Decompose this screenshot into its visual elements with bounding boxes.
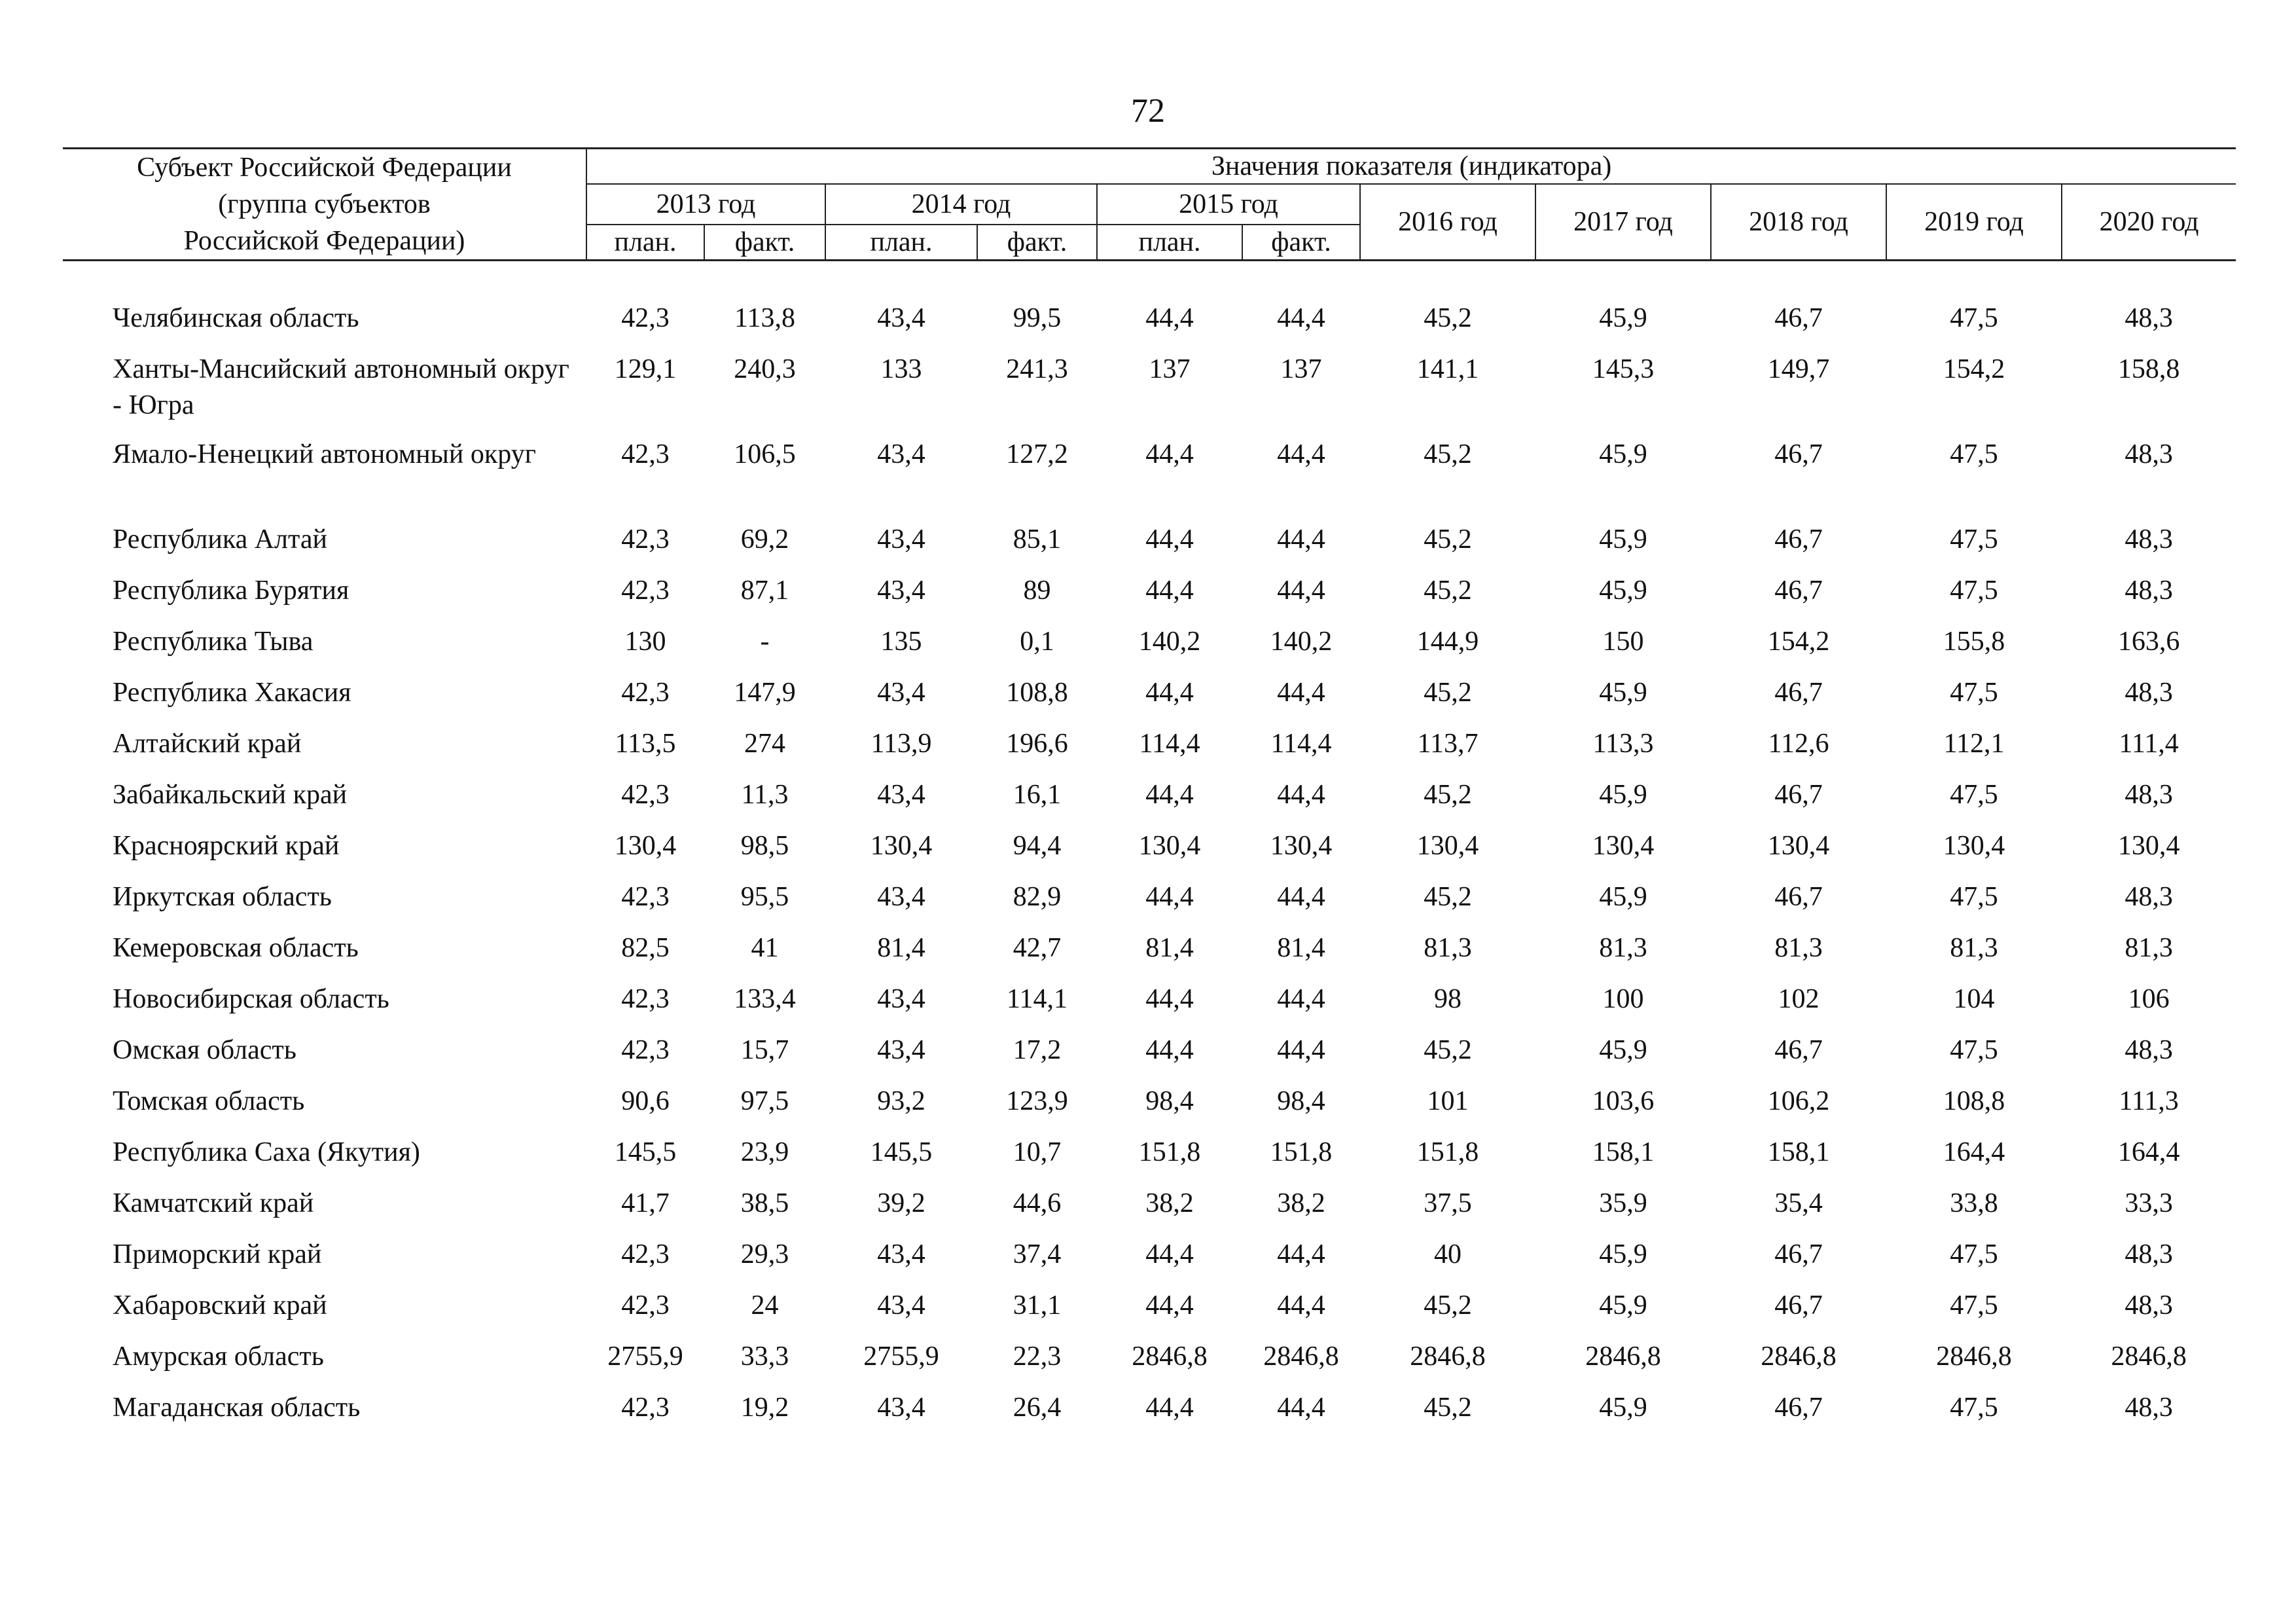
value-cell: 44,6 <box>1013 1188 1062 1218</box>
value-cell: 150 <box>1602 627 1644 657</box>
region-name-cell: Камчатский край <box>113 1188 314 1218</box>
value-cell: 45,9 <box>1599 524 1647 555</box>
value-cell: 45,9 <box>1599 882 1647 912</box>
value-cell: 44,4 <box>1145 882 1194 912</box>
value-cell: 46,7 <box>1774 780 1823 810</box>
table-row <box>63 828 2236 879</box>
value-cell: 44,4 <box>1145 780 1194 810</box>
value-cell: 130,4 <box>1592 831 1655 861</box>
value-cell: 145,5 <box>614 1137 677 1167</box>
value-cell: 46,7 <box>1774 678 1823 708</box>
table-body <box>63 261 2236 1442</box>
value-cell: 82,5 <box>621 933 670 963</box>
value-cell: 133 <box>880 354 922 384</box>
value-cell: 135 <box>880 627 922 657</box>
value-cell: 31,1 <box>1013 1290 1062 1321</box>
table-row <box>63 1339 2236 1390</box>
value-cell: 44,4 <box>1145 439 1194 469</box>
value-cell: 42,3 <box>621 1239 670 1269</box>
value-cell: 47,5 <box>1950 575 1998 606</box>
value-cell: 47,5 <box>1950 678 1998 708</box>
value-cell: 155,8 <box>1943 627 2005 657</box>
value-cell: 48,3 <box>2125 882 2173 912</box>
value-cell: 2846,8 <box>1263 1341 1339 1372</box>
region-name-cell: Томская область <box>113 1086 305 1116</box>
value-cell: 144,9 <box>1416 627 1479 657</box>
value-cell: 81,3 <box>1599 933 1647 963</box>
value-cell: 44,4 <box>1277 439 1325 469</box>
value-cell: 113,5 <box>615 729 676 759</box>
value-cell: 90,6 <box>621 1086 670 1116</box>
year-header-2013: 2013 год <box>586 184 825 225</box>
value-cell: 147,9 <box>734 678 796 708</box>
value-cell: 45,9 <box>1599 1239 1647 1269</box>
value-cell: 45,9 <box>1599 439 1647 469</box>
value-cell: 45,9 <box>1599 303 1647 333</box>
value-cell: 47,5 <box>1950 1239 1998 1269</box>
value-cell: 44,4 <box>1277 575 1325 606</box>
value-cell: 44,4 <box>1145 1035 1194 1065</box>
region-name-cell: Республика Хакасия <box>113 678 351 708</box>
value-cell: 2755,9 <box>863 1341 939 1372</box>
value-cell: - <box>760 627 770 657</box>
value-cell: 112,6 <box>1768 729 1829 759</box>
value-cell: 40 <box>1434 1239 1462 1269</box>
value-cell: 42,3 <box>621 575 670 606</box>
value-cell: 145,3 <box>1592 354 1655 384</box>
value-cell: 46,7 <box>1774 1239 1823 1269</box>
value-cell: 158,1 <box>1592 1137 1655 1167</box>
value-cell: 10,7 <box>1013 1137 1062 1167</box>
value-cell: 114,4 <box>1270 729 1332 759</box>
region-name-cell: Приморский край <box>113 1239 322 1269</box>
value-cell: 108,8 <box>1943 1086 2005 1116</box>
value-cell: 24 <box>751 1290 779 1321</box>
value-cell: 140,2 <box>1138 627 1201 657</box>
value-cell: 154,2 <box>1767 627 1830 657</box>
value-cell: 82,9 <box>1013 882 1062 912</box>
value-cell: 42,3 <box>621 882 670 912</box>
value-cell: 35,4 <box>1774 1188 1823 1218</box>
table-row <box>63 1135 2236 1186</box>
value-cell: 47,5 <box>1950 780 1998 810</box>
value-cell: 43,4 <box>877 984 925 1014</box>
value-cell: 81,4 <box>1277 933 1325 963</box>
table-row <box>63 1032 2236 1084</box>
region-name-cell: Ханты-Мансийский автономный округ - Югра <box>113 354 569 420</box>
table-row <box>63 777 2236 828</box>
region-name-cell: Забайкальский край <box>113 780 348 810</box>
value-cell: 114,1 <box>1007 984 1067 1014</box>
value-cell: 196,6 <box>1006 729 1068 759</box>
value-cell: 44,4 <box>1277 678 1325 708</box>
value-cell: 29,3 <box>740 1239 789 1269</box>
value-cell: 42,7 <box>1013 933 1062 963</box>
value-cell: 42,3 <box>621 524 670 555</box>
value-cell: 104 <box>1953 984 1995 1014</box>
value-cell: 130,4 <box>870 831 933 861</box>
subject-column-header <box>63 149 586 261</box>
value-cell: 44,4 <box>1277 780 1325 810</box>
value-cell: 137 <box>1280 354 1322 384</box>
value-cell: 158,1 <box>1767 1137 1830 1167</box>
subject-header-line-3: Российской Федерации) <box>183 226 465 256</box>
year-header-2017: 2017 год <box>1535 184 1711 261</box>
value-cell: 42,3 <box>621 984 670 1014</box>
value-cell: 42,3 <box>621 439 670 469</box>
value-cell: 46,7 <box>1774 1035 1823 1065</box>
fact-header-2014: факт. <box>977 225 1097 261</box>
value-cell: 130,4 <box>614 831 677 861</box>
value-cell: 47,5 <box>1950 439 1998 469</box>
value-cell: 97,5 <box>740 1086 789 1116</box>
year-header-2014: 2014 год <box>825 184 1097 225</box>
value-cell: 42,3 <box>621 780 670 810</box>
region-name-cell: Новосибирская область <box>113 984 389 1014</box>
value-cell: 43,4 <box>877 1035 925 1065</box>
value-cell: 15,7 <box>740 1035 789 1065</box>
value-cell: 164,4 <box>1943 1137 2005 1167</box>
value-cell: 137 <box>1149 354 1191 384</box>
table-row <box>63 1084 2236 1135</box>
value-cell: 45,9 <box>1599 575 1647 606</box>
value-cell: 42,3 <box>621 1035 670 1065</box>
value-cell: 123,9 <box>1006 1086 1068 1116</box>
value-cell: 106,5 <box>734 439 796 469</box>
value-cell: 48,3 <box>2125 1393 2173 1423</box>
table-row <box>63 930 2236 981</box>
subject-header-line-2: (группа субъектов <box>218 189 431 219</box>
value-cell: 48,3 <box>2125 303 2173 333</box>
plan-header-2013: план. <box>586 225 704 261</box>
plan-header-2015: план. <box>1097 225 1242 261</box>
value-cell: 33,3 <box>2125 1188 2173 1218</box>
value-cell: 22,3 <box>1013 1341 1062 1372</box>
region-name-cell: Челябинская область <box>113 303 359 333</box>
value-cell: 81,3 <box>1424 933 1472 963</box>
value-cell: 151,8 <box>1416 1137 1479 1167</box>
value-cell: 130 <box>624 627 666 657</box>
value-cell: 2846,8 <box>1585 1341 1661 1372</box>
value-cell: 47,5 <box>1950 1393 1998 1423</box>
value-cell: 43,4 <box>877 882 925 912</box>
value-cell: 46,7 <box>1774 303 1823 333</box>
region-name-cell: Республика Саха (Якутия) <box>113 1137 420 1167</box>
value-cell: 45,9 <box>1599 780 1647 810</box>
table-row <box>63 522 2236 573</box>
value-cell: 106,2 <box>1767 1086 1830 1116</box>
value-cell: 113,7 <box>1417 729 1479 759</box>
value-cell: 26,4 <box>1013 1393 1062 1423</box>
value-cell: 46,7 <box>1774 575 1823 606</box>
value-cell: 81,3 <box>2125 933 2173 963</box>
value-cell: 35,9 <box>1599 1188 1647 1218</box>
value-cell: 45,2 <box>1424 678 1472 708</box>
region-name-cell: Амурская область <box>113 1341 324 1372</box>
value-cell: 98 <box>1434 984 1462 1014</box>
table-row <box>63 1186 2236 1237</box>
value-cell: 113,9 <box>870 729 932 759</box>
table-row <box>63 1237 2236 1288</box>
value-cell: 44,4 <box>1145 1290 1194 1321</box>
value-cell: 99,5 <box>1013 303 1062 333</box>
value-cell: 38,2 <box>1145 1188 1194 1218</box>
region-name-cell: Красноярский край <box>113 831 340 861</box>
value-cell: 44,4 <box>1277 1393 1325 1423</box>
value-cell: 43,4 <box>877 1290 925 1321</box>
value-cell: 45,2 <box>1424 439 1472 469</box>
value-cell: 2846,8 <box>1761 1341 1837 1372</box>
year-header-2015: 2015 год <box>1097 184 1360 225</box>
table-row <box>63 437 2236 522</box>
year-header-2016: 2016 год <box>1360 184 1535 261</box>
value-cell: 81,3 <box>1774 933 1823 963</box>
value-cell: 42,3 <box>621 1290 670 1321</box>
value-cell: 48,3 <box>2125 524 2173 555</box>
value-cell: 47,5 <box>1950 1035 1998 1065</box>
value-cell: 45,2 <box>1424 882 1472 912</box>
value-cell: 46,7 <box>1774 439 1823 469</box>
subject-header-line-1: Субъект Российской Федерации <box>137 153 512 183</box>
value-cell: 43,4 <box>877 1239 925 1269</box>
table-row <box>63 879 2236 930</box>
value-cell: 44,4 <box>1277 1239 1325 1269</box>
value-cell: 274 <box>744 729 785 759</box>
value-cell: 163,6 <box>2117 627 2180 657</box>
value-cell: 48,3 <box>2125 780 2173 810</box>
value-cell: 38,5 <box>740 1188 789 1218</box>
region-name-cell: Республика Алтай <box>113 524 328 555</box>
value-cell: 16,1 <box>1013 780 1062 810</box>
value-cell: 45,2 <box>1424 1290 1472 1321</box>
value-cell: 240,3 <box>734 354 796 384</box>
value-cell: 41 <box>751 933 779 963</box>
value-cell: 2755,9 <box>607 1341 683 1372</box>
value-cell: 17,2 <box>1013 1035 1062 1065</box>
indicator-header: Значения показателя (индикатора) <box>586 149 2236 185</box>
table-row <box>63 573 2236 624</box>
fact-header-2013: факт. <box>704 225 825 261</box>
value-cell: 106 <box>2128 984 2170 1014</box>
value-cell: 130,4 <box>1943 831 2005 861</box>
value-cell: 2846,8 <box>2111 1341 2187 1372</box>
value-cell: 43,4 <box>877 1393 925 1423</box>
value-cell: 112,1 <box>1943 729 2005 759</box>
value-cell: 141,1 <box>1416 354 1479 384</box>
value-cell: 101 <box>1427 1086 1469 1116</box>
value-cell: 48,3 <box>2125 678 2173 708</box>
value-cell: 145,5 <box>870 1137 933 1167</box>
region-name-cell: Кемеровская область <box>113 933 359 963</box>
value-cell: 81,4 <box>877 933 925 963</box>
table-row <box>63 261 2236 352</box>
value-cell: 151,8 <box>1270 1137 1333 1167</box>
value-cell: 111,3 <box>2119 1086 2179 1116</box>
value-cell: 94,4 <box>1013 831 1062 861</box>
value-cell: 98,5 <box>740 831 789 861</box>
table-row <box>63 675 2236 726</box>
value-cell: 108,8 <box>1006 678 1068 708</box>
table-row <box>63 1390 2236 1441</box>
value-cell: 140,2 <box>1270 627 1333 657</box>
value-cell: 87,1 <box>740 575 789 606</box>
value-cell: 130,4 <box>1138 831 1201 861</box>
table-row <box>63 624 2236 675</box>
value-cell: 130,4 <box>2117 831 2180 861</box>
value-cell: 113,3 <box>1592 729 1654 759</box>
value-cell: 45,2 <box>1424 780 1472 810</box>
value-cell: 46,7 <box>1774 882 1823 912</box>
value-cell: 48,3 <box>2125 1035 2173 1065</box>
value-cell: 89 <box>1023 575 1051 606</box>
value-cell: 47,5 <box>1950 524 1998 555</box>
value-cell: 158,8 <box>2117 354 2180 384</box>
value-cell: 45,2 <box>1424 303 1472 333</box>
value-cell: 129,1 <box>614 354 677 384</box>
value-cell: 46,7 <box>1774 1393 1823 1423</box>
region-name-cell: Алтайский край <box>113 729 302 759</box>
value-cell: 44,4 <box>1145 575 1194 606</box>
value-cell: 43,4 <box>877 524 925 555</box>
value-cell: 0,1 <box>1020 627 1054 657</box>
value-cell: 45,9 <box>1599 1035 1647 1065</box>
value-cell: 39,2 <box>877 1188 925 1218</box>
value-cell: 44,4 <box>1277 984 1325 1014</box>
value-cell: 149,7 <box>1767 354 1830 384</box>
table-row <box>63 1288 2236 1339</box>
plan-header-2014: план. <box>825 225 977 261</box>
value-cell: 45,9 <box>1599 678 1647 708</box>
value-cell: 114,4 <box>1139 729 1200 759</box>
value-cell: 46,7 <box>1774 524 1823 555</box>
value-cell: 103,6 <box>1592 1086 1655 1116</box>
value-cell: 45,2 <box>1424 1035 1472 1065</box>
year-header-2019: 2019 год <box>1886 184 2062 261</box>
value-cell: 43,4 <box>877 303 925 333</box>
value-cell: 81,4 <box>1145 933 1194 963</box>
value-cell: 44,4 <box>1277 1035 1325 1065</box>
value-cell: 45,2 <box>1424 1393 1472 1423</box>
table-row <box>63 352 2236 437</box>
value-cell: 44,4 <box>1277 1290 1325 1321</box>
value-cell: 241,3 <box>1006 354 1068 384</box>
value-cell: 69,2 <box>740 524 789 555</box>
page-number: 72 <box>1131 92 1165 130</box>
value-cell: 44,4 <box>1145 678 1194 708</box>
value-cell: 48,3 <box>2125 439 2173 469</box>
table-row <box>63 726 2236 777</box>
value-cell: 95,5 <box>740 882 789 912</box>
value-cell: 47,5 <box>1950 882 1998 912</box>
value-cell: 48,3 <box>2125 575 2173 606</box>
value-cell: 37,5 <box>1424 1188 1472 1218</box>
value-cell: 33,8 <box>1950 1188 1998 1218</box>
value-cell: 151,8 <box>1138 1137 1201 1167</box>
value-cell: 130,4 <box>1270 831 1333 861</box>
value-cell: 98,4 <box>1145 1086 1194 1116</box>
value-cell: 48,3 <box>2125 1239 2173 1269</box>
value-cell: 93,2 <box>877 1086 925 1116</box>
value-cell: 33,3 <box>740 1341 789 1372</box>
value-cell: 102 <box>1778 984 1820 1014</box>
value-cell: 2846,8 <box>1132 1341 1208 1372</box>
region-name-cell: Республика Бурятия <box>113 575 350 606</box>
year-header-2018: 2018 год <box>1711 184 1886 261</box>
value-cell: 38,2 <box>1277 1188 1325 1218</box>
value-cell: 45,9 <box>1599 1290 1647 1321</box>
value-cell: 98,4 <box>1277 1086 1325 1116</box>
value-cell: 85,1 <box>1013 524 1062 555</box>
value-cell: 45,2 <box>1424 575 1472 606</box>
value-cell: 47,5 <box>1950 1290 1998 1321</box>
region-name-cell: Хабаровский край <box>113 1290 327 1321</box>
value-cell: 47,5 <box>1950 303 1998 333</box>
region-name-cell: Магаданская область <box>113 1393 361 1423</box>
value-cell: 44,4 <box>1277 303 1325 333</box>
value-cell: 154,2 <box>1943 354 2005 384</box>
fact-header-2015: факт. <box>1242 225 1360 261</box>
value-cell: 37,4 <box>1013 1239 1062 1269</box>
value-cell: 42,3 <box>621 678 670 708</box>
table-row <box>63 981 2236 1032</box>
value-cell: 41,7 <box>621 1188 670 1218</box>
value-cell: 164,4 <box>2117 1137 2180 1167</box>
value-cell: 2846,8 <box>1410 1341 1486 1372</box>
value-cell: 44,4 <box>1145 984 1194 1014</box>
value-cell: 2846,8 <box>1936 1341 2012 1372</box>
value-cell: 44,4 <box>1145 524 1194 555</box>
region-name-cell: Иркутская область <box>113 882 332 912</box>
year-header-2020: 2020 год <box>2062 184 2236 261</box>
value-cell: 44,4 <box>1277 882 1325 912</box>
value-cell: 113,8 <box>734 303 795 333</box>
value-cell: 43,4 <box>877 678 925 708</box>
value-cell: 45,9 <box>1599 1393 1647 1423</box>
value-cell: 133,4 <box>734 984 796 1014</box>
value-cell: 19,2 <box>740 1393 789 1423</box>
value-cell: 130,4 <box>1767 831 1830 861</box>
value-cell: 44,4 <box>1145 303 1194 333</box>
value-cell: 44,4 <box>1145 1393 1194 1423</box>
value-cell: 43,4 <box>877 575 925 606</box>
value-cell: 130,4 <box>1416 831 1479 861</box>
value-cell: 44,4 <box>1145 1239 1194 1269</box>
value-cell: 44,4 <box>1277 524 1325 555</box>
value-cell: 43,4 <box>877 439 925 469</box>
value-cell: 23,9 <box>740 1137 789 1167</box>
value-cell: 42,3 <box>621 1393 670 1423</box>
region-name-cell: Республика Тыва <box>113 627 314 657</box>
value-cell: 43,4 <box>877 780 925 810</box>
value-cell: 46,7 <box>1774 1290 1823 1321</box>
indicator-table <box>63 147 2236 1441</box>
region-name-cell: Омская область <box>113 1035 296 1065</box>
value-cell: 45,2 <box>1424 524 1472 555</box>
value-cell: 100 <box>1602 984 1644 1014</box>
value-cell: 11,3 <box>741 780 789 810</box>
value-cell: 42,3 <box>621 303 670 333</box>
region-name-cell: Ямало-Ненецкий автономный округ <box>113 439 536 469</box>
value-cell: 111,4 <box>2119 729 2179 759</box>
value-cell: 127,2 <box>1006 439 1068 469</box>
value-cell: 81,3 <box>1950 933 1998 963</box>
value-cell: 48,3 <box>2125 1290 2173 1321</box>
